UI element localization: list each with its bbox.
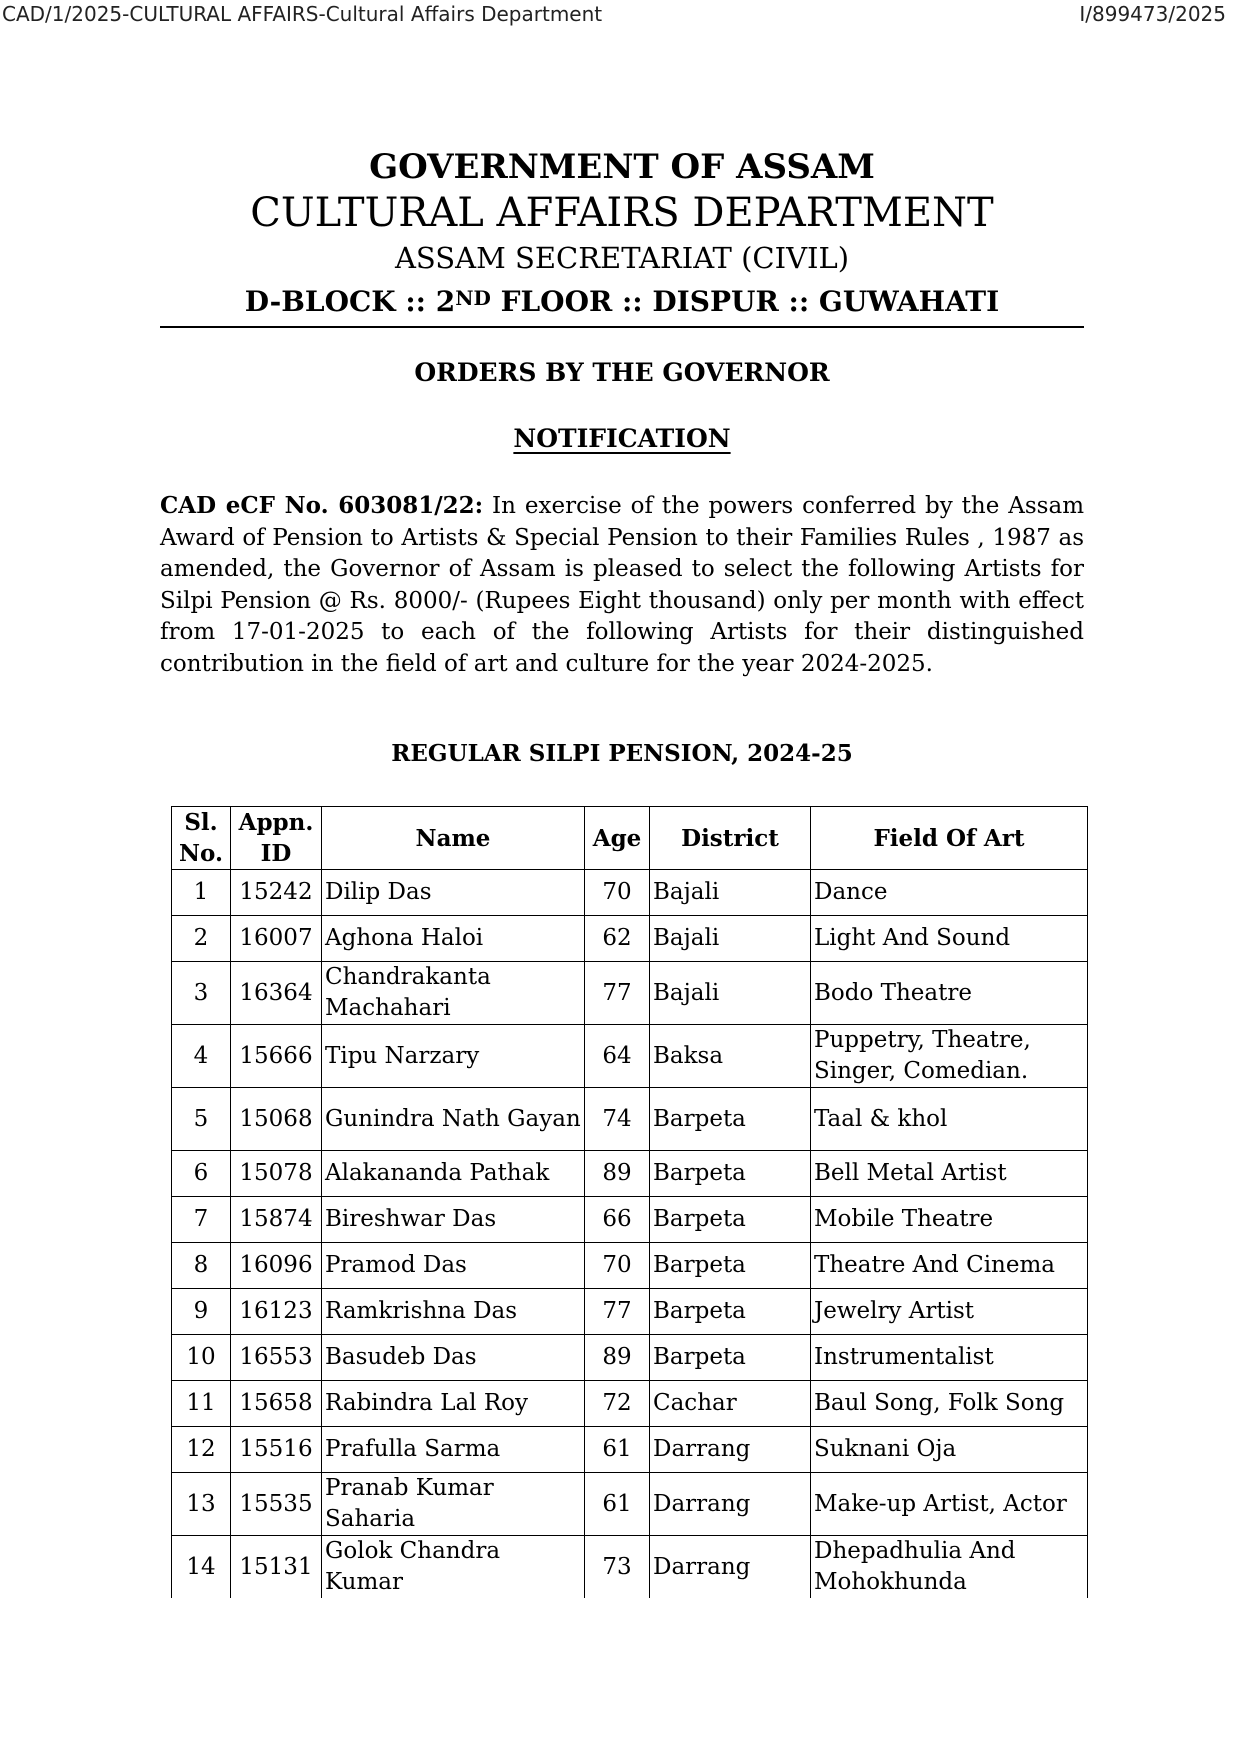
cell-age: 62 [585, 916, 650, 962]
reference-number: CAD eCF No. 603081/22: [160, 492, 484, 519]
cell-sl-no: 2 [172, 916, 231, 962]
cell-field-of-art: Taal & khol [811, 1088, 1088, 1151]
cell-field-of-art: Instrumentalist [811, 1335, 1088, 1381]
cell-sl-no: 9 [172, 1289, 231, 1335]
cell-age: 74 [585, 1088, 650, 1151]
cell-name: Rabindra Lal Roy [322, 1381, 585, 1427]
cell-age: 77 [585, 962, 650, 1025]
cell-name: Chandrakanta Machahari [322, 962, 585, 1025]
table-row [172, 1243, 1088, 1289]
secretariat-line: ASSAM SECRETARIAT (CIVIL) [394, 241, 850, 275]
cell-age: 73 [585, 1536, 650, 1599]
cell-name: Dilip Das [322, 870, 585, 916]
cell-field-of-art: Bell Metal Artist [811, 1151, 1088, 1197]
cell-district: Darrang [650, 1536, 811, 1599]
cell-district: Barpeta [650, 1335, 811, 1381]
table-header-row [172, 807, 1088, 870]
cell-appn-id: 15535 [231, 1473, 322, 1536]
cell-appn-id: 16007 [231, 916, 322, 962]
table-row [172, 1025, 1088, 1088]
header-divider [160, 326, 1084, 328]
cell-sl-no: 4 [172, 1025, 231, 1088]
cell-appn-id: 16364 [231, 962, 322, 1025]
table-row [172, 1381, 1088, 1427]
cell-field-of-art: Make-up Artist, Actor [811, 1473, 1088, 1536]
table-row [172, 1197, 1088, 1243]
cell-appn-id: 15078 [231, 1151, 322, 1197]
cell-name: Pramod Das [322, 1243, 585, 1289]
cell-appn-id: 16096 [231, 1243, 322, 1289]
cell-sl-no: 14 [172, 1536, 231, 1599]
cell-age: 89 [585, 1151, 650, 1197]
letterhead [160, 145, 1084, 325]
cell-sl-no: 6 [172, 1151, 231, 1197]
department-title: CULTURAL AFFAIRS DEPARTMENT [250, 190, 994, 236]
cell-sl-no: 7 [172, 1197, 231, 1243]
cell-age: 64 [585, 1025, 650, 1088]
cell-sl-no: 10 [172, 1335, 231, 1381]
cell-name: Golok Chandra Kumar [322, 1536, 585, 1599]
table-row [172, 1088, 1088, 1151]
cell-name: Alakananda Pathak [322, 1151, 585, 1197]
cell-sl-no: 13 [172, 1473, 231, 1536]
header-field-of-art: Field Of Art [811, 807, 1088, 870]
cell-age: 89 [585, 1335, 650, 1381]
government-title: GOVERNMENT OF ASSAM [369, 147, 875, 187]
cell-appn-id: 15516 [231, 1427, 322, 1473]
cell-field-of-art: Dhepadhulia And Mohokhunda [811, 1536, 1088, 1599]
notification-body: CAD eCF No. 603081/22: In exercise of the powers conferred by the Assam Award of Pension to Artists & Special Pension to their Families Rules , 1987 as amended, the Governor of Assam is pleased to select the following Artists for Silpi Pension @ Rs. 8000/- (Rupees Eight thousand) only per month with effect from 17-01-2025 to each of the following Artists for their distinguished contribution in the field of art and culture for the year 2024-2025. [160, 492, 1084, 677]
table-row [172, 1536, 1088, 1599]
table-row [172, 1289, 1088, 1335]
cell-field-of-art: Bodo Theatre [811, 962, 1088, 1025]
table-row [172, 1151, 1088, 1197]
cell-sl-no: 3 [172, 962, 231, 1025]
cell-appn-id: 16123 [231, 1289, 322, 1335]
cell-name: Prafulla Sarma [322, 1427, 585, 1473]
cell-district: Barpeta [650, 1243, 811, 1289]
cell-appn-id: 15242 [231, 870, 322, 916]
cell-sl-no: 8 [172, 1243, 231, 1289]
table-row [172, 1335, 1088, 1381]
header-sl-no: Sl. No. [172, 807, 231, 870]
cell-field-of-art: Dance [811, 870, 1088, 916]
cell-field-of-art: Jewelry Artist [811, 1289, 1088, 1335]
orders-heading: ORDERS BY THE GOVERNOR [414, 358, 830, 387]
cell-field-of-art: Mobile Theatre [811, 1197, 1088, 1243]
table-row [172, 1427, 1088, 1473]
cell-district: Barpeta [650, 1151, 811, 1197]
cell-sl-no: 1 [172, 870, 231, 916]
header-appn-id: Appn. ID [231, 807, 322, 870]
cell-district: Cachar [650, 1381, 811, 1427]
cell-sl-no: 5 [172, 1088, 231, 1151]
cell-appn-id: 15131 [231, 1536, 322, 1599]
cell-name: Aghona Haloi [322, 916, 585, 962]
cell-name: Ramkrishna Das [322, 1289, 585, 1335]
pension-table [171, 806, 1088, 1598]
cell-name: Bireshwar Das [322, 1197, 585, 1243]
cell-name: Tipu Narzary [322, 1025, 585, 1088]
document-reference: CAD/1/2025-CULTURAL AFFAIRS-Cultural Affairs Department [2, 2, 603, 26]
cell-appn-id: 15068 [231, 1088, 322, 1151]
table-row [172, 1473, 1088, 1536]
table-title: REGULAR SILPI PENSION, 2024-25 [391, 740, 853, 767]
cell-name: Gunindra Nath Gayan [322, 1088, 585, 1151]
cell-field-of-art: Baul Song, Folk Song [811, 1381, 1088, 1427]
cell-age: 70 [585, 870, 650, 916]
cell-name: Pranab Kumar Saharia [322, 1473, 585, 1536]
cell-district: Barpeta [650, 1289, 811, 1335]
document-id: I/899473/2025 [1079, 2, 1226, 26]
cell-appn-id: 15666 [231, 1025, 322, 1088]
cell-age: 72 [585, 1381, 650, 1427]
header-district: District [650, 807, 811, 870]
header-name: Name [322, 807, 585, 870]
cell-field-of-art: Puppetry, Theatre, Singer, Comedian. [811, 1025, 1088, 1088]
cell-name: Basudeb Das [322, 1335, 585, 1381]
cell-age: 61 [585, 1473, 650, 1536]
table-row [172, 870, 1088, 916]
cell-field-of-art: Theatre And Cinema [811, 1243, 1088, 1289]
cell-appn-id: 15874 [231, 1197, 322, 1243]
header-age: Age [585, 807, 650, 870]
cell-field-of-art: Suknani Oja [811, 1427, 1088, 1473]
cell-district: Darrang [650, 1473, 811, 1536]
cell-district: Baksa [650, 1025, 811, 1088]
cell-district: Bajali [650, 962, 811, 1025]
notification-heading: NOTIFICATION [513, 424, 731, 453]
cell-age: 70 [585, 1243, 650, 1289]
cell-district: Bajali [650, 916, 811, 962]
cell-age: 77 [585, 1289, 650, 1335]
cell-field-of-art: Light And Sound [811, 916, 1088, 962]
table-row [172, 962, 1088, 1025]
cell-district: Darrang [650, 1427, 811, 1473]
cell-sl-no: 12 [172, 1427, 231, 1473]
address-line: D-BLOCK :: 2ND FLOOR :: DISPUR :: GUWAHATI [244, 285, 1000, 318]
cell-appn-id: 15658 [231, 1381, 322, 1427]
cell-age: 66 [585, 1197, 650, 1243]
table-row [172, 916, 1088, 962]
cell-sl-no: 11 [172, 1381, 231, 1427]
cell-district: Barpeta [650, 1197, 811, 1243]
cell-district: Bajali [650, 870, 811, 916]
cell-district: Barpeta [650, 1088, 811, 1151]
cell-age: 61 [585, 1427, 650, 1473]
cell-appn-id: 16553 [231, 1335, 322, 1381]
